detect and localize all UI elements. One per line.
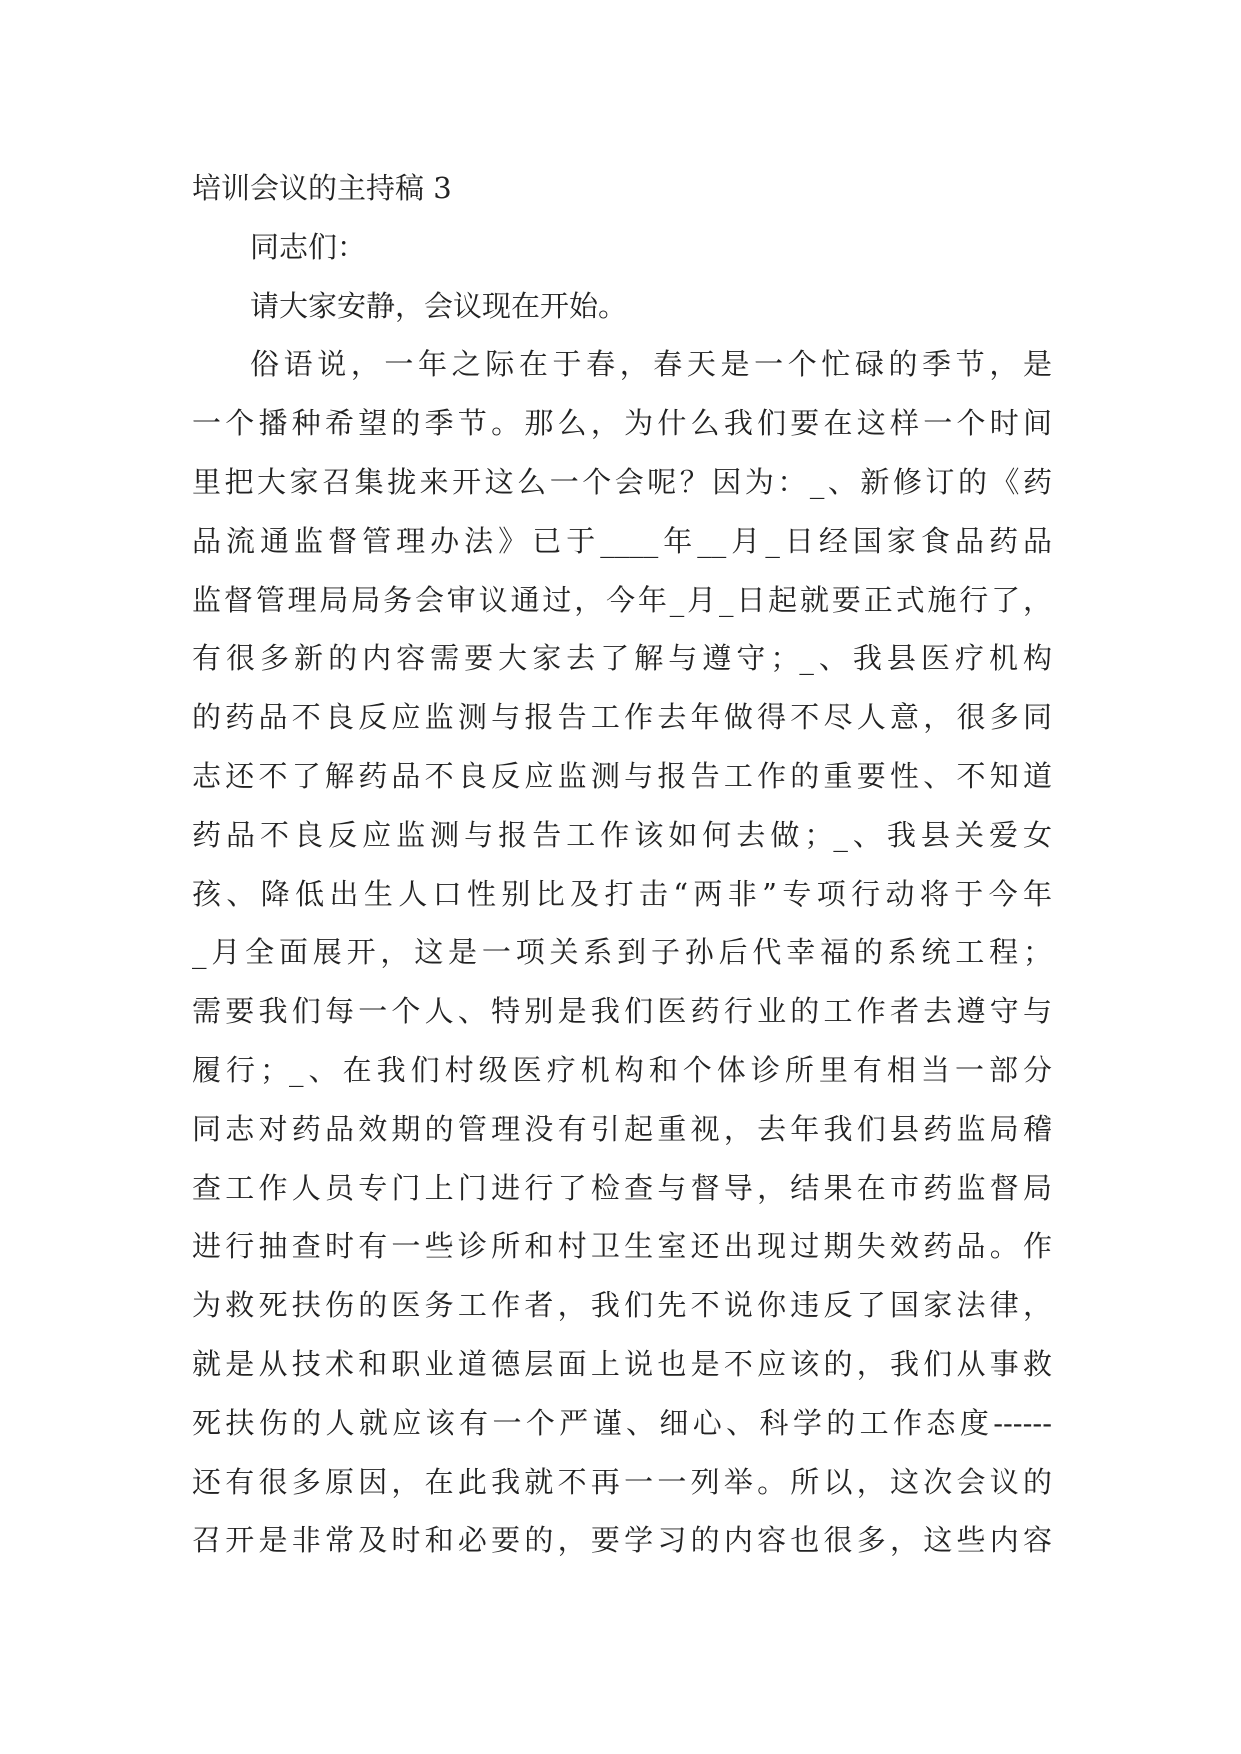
document-title: 培训会议的主持稿 3: [192, 171, 452, 205]
paragraph-line: 就是从技术和职业道德层面上说也是不应该的，我们从事救: [192, 1346, 1052, 1381]
paragraph-line: 死扶伤的人就应该有一个严谨、细心、科学的工作态度------: [192, 1405, 1052, 1440]
paragraph-line: 查工作人员专门上门进行了检查与督导，结果在市药监督局: [192, 1170, 1052, 1205]
paragraph-line: 召开是非常及时和必要的，要学习的内容也很多，这些内容: [192, 1523, 1052, 1558]
paragraph-line: 志还不了解药品不良反应监测与报告工作的重要性、不知道: [192, 758, 1052, 793]
paragraph-line: 俗语说，一年之际在于春，春天是一个忙碌的季节，是: [250, 347, 1052, 382]
paragraph-line: 一个播种希望的季节。那么，为什么我们要在这样一个时间: [192, 406, 1052, 441]
paragraph-line: 需要我们每一个人、特别是我们医药行业的工作者去遵守与: [192, 994, 1052, 1029]
paragraph-line: 进行抽查时有一些诊所和村卫生室还出现过期失效药品。作: [192, 1229, 1052, 1264]
opening-line: 请大家安静，会议现在开始。: [250, 288, 628, 323]
paragraph-line: 同志对药品效期的管理没有引起重视，去年我们县药监局稽: [192, 1111, 1052, 1146]
paragraph-line: 履行；_、在我们村级医疗机构和个体诊所里有相当一部分: [192, 1052, 1052, 1087]
paragraph-line: 里把大家召集拢来开这么一个会呢？因为：_、新修订的《药: [192, 464, 1052, 499]
paragraph-line: 的药品不良反应监测与报告工作去年做得不尽人意，很多同: [192, 700, 1052, 735]
paragraph-line: 品流通监督管理办法》已于____年__月_日经国家食品药品: [192, 523, 1052, 558]
paragraph-line: 还有很多原因，在此我就不再一一列举。所以，这次会议的: [192, 1464, 1052, 1499]
greeting-line: 同志们：: [250, 229, 367, 264]
paragraph-line: 为救死扶伤的医务工作者，我们先不说你违反了国家法律，: [192, 1288, 1052, 1323]
paragraph-line: 孩、降低出生人口性别比及打击“两非”专项行动将于今年: [192, 876, 1052, 911]
paragraph-line: 监督管理局局务会审议通过，今年_月_日起就要正式施行了，: [192, 582, 1052, 617]
paragraph-line: _月全面展开，这是一项关系到子孙后代幸福的系统工程；: [192, 935, 1052, 970]
paragraph-line: 有很多新的内容需要大家去了解与遵守；_、我县医疗机构: [192, 641, 1052, 676]
document-body: [192, 168, 1052, 1560]
paragraph-line: 药品不良反应监测与报告工作该如何去做；_、我县关爱女: [192, 817, 1052, 852]
